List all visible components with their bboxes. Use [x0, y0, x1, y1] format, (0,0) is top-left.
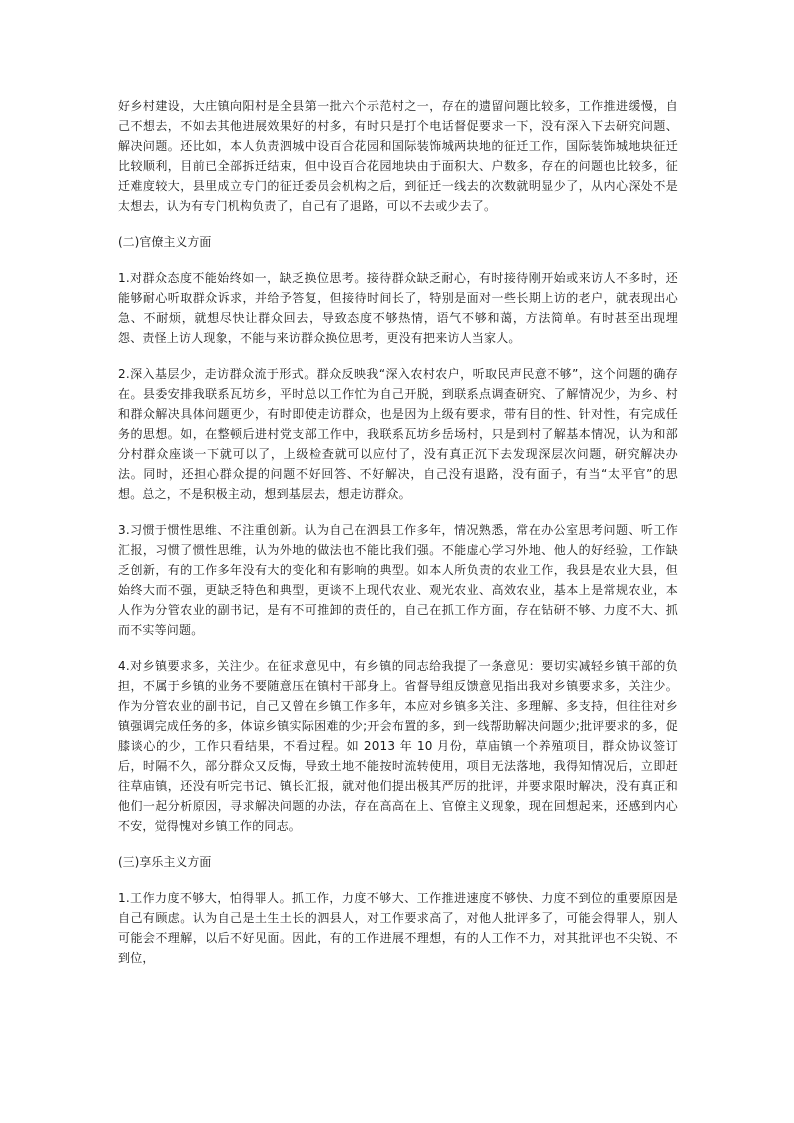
- spacer: [118, 216, 678, 232]
- paragraph-item-1-attitude: 1.对群众态度不能始终如一，缺乏换位思考。接待群众缺乏耐心，有时接待刚开始或来访人不多时，还能够耐心听取群众诉求，并给予答复，但接待时间长了，特别是面对一些长期上访的老户，就表现出心急、不耐烦，就想尽快让群众回去，导致态度不够热情，语气不够和蔼，方法简单。有时甚至出现埋怨、责怪上访人现象，不能与来访群众换位思考，更没有把来访人当家人。: [118, 271, 678, 345]
- paragraph-item-4-townships: 4.对乡镇要求多，关注少。在征求意见中，有乡镇的同志给我提了一条意见：要切实减轻乡镇干部的负担，不属于乡镇的业务不要随意压在镇村干部身上。省督导组反馈意见指出我对乡镇要求多，关注少。作为分管农业的副书记，自己又曾在乡镇工作多年，本应对乡镇多关注、多理解、多支持，但往往对乡镇强调完成任务的多，体谅乡镇实际困难的少;开会布置的多，到一线帮助解决问题少;批评要求的多，促膝谈心的少，工作只看结果，不看过程。如 2013 年 10 月份，草庙镇一个养殖项目，群众协议签订后，时隔不久，部分群众又反悔，导致土地不能按时流转使用，项目无法落地，我得知情况后，立即赶往草庙镇，还没有听完书记、镇长汇报，就对他们提出极其严厉的批评，并要求限时解决，没有真正和他们一起分析原因，寻求解决问题的办法，存在高高在上、官僚主义现象，现在回想起来，还感到内心不安，觉得愧对乡镇工作的同志。: [118, 659, 678, 833]
- paragraph-item-2-grassroots: 2.深入基层少，走访群众流于形式。群众反映我“深入农村农户，听取民声民意不够”，这个问题的确存在。县委安排我联系瓦坊乡，平时总以工作忙为自己开脱，到联系点调查研究、了解情况少，为乡、村和群众解决具体问题更少，有时即使走访群众，也是因为上级有要求，带有目的性、针对性，有完成任务的思想。如，在整顿后进村党支部工作中，我联系瓦坊乡岳场村，只是到村了解基本情况，认为和部分村群众座谈一下就可以了，上级检查就可以应付了，没有真正沉下去发现深层次问题，研究解决办法。同时，还担心群众提的问题不好回答、不好解决，自己没有退路，没有面子，有当“太平官”的思想。总之，不是积极主动，想到基层去，想走访群众。: [118, 367, 678, 501]
- document-page: [118, 96, 678, 968]
- spacer: [118, 872, 678, 888]
- paragraph-item-1-work-intensity: 1.工作力度不够大，怕得罪人。抓工作，力度不够大、工作推进速度不够快、力度不到位的重要原因是自己有顾虑。认为自己是土生土长的泗县人，对工作要求高了，对他人批评多了，可能会得罪人，别人可能会不理解，以后不好见面。因此，有的工作进展不理想，有的人工作不力，对其批评也不尖锐、不到位，: [118, 891, 678, 965]
- paragraph-item-3-innovation: 3.习惯于惯性思维、不注重创新。认为自己在泗县工作多年，情况熟悉，常在办公室思考问题、听工作汇报，习惯了惯性思维，认为外地的做法也不能比我们强。不能虚心学习外地、他人的好经验，工作缺乏创新，有的工作多年没有大的变化和有影响的典型。如本人所负责的农业工作，我县是农业大县，但始终大而不强，更缺乏特色和典型，更谈不上现代农业、观光农业、高效农业，基本上是常规农业，本人作为分管农业的副书记，是有不可推卸的责任的，自己在抓工作方面，存在钻研不够、力度不大、抓而不实等问题。: [118, 523, 678, 637]
- spacer: [118, 504, 678, 520]
- section-heading-bureaucracy: (二)官僚主义方面: [118, 235, 212, 249]
- spacer: [118, 348, 678, 364]
- spacer: [118, 252, 678, 268]
- spacer: [118, 640, 678, 656]
- spacer: [118, 836, 678, 852]
- section-heading-hedonism: (三)享乐主义方面: [118, 855, 212, 869]
- paragraph-village-construction: 好乡村建设，大庄镇向阳村是全县第一批六个示范村之一，存在的遗留问题比较多，工作推进缓慢，自己不想去，不如去其他进展效果好的村多，有时只是打个电话督促要求一下，没有深入下去研究问题、解决问题。还比如，本人负责泗城中设百合花园和国际装饰城两块地的征迁工作，国际装饰城地块征迁比较顺利，目前已全部拆迁结束，但中设百合花园地块由于面积大、户数多，存在的问题也比较多，征迁难度较大，县里成立专门的征迁委员会机构之后，到征迁一线去的次数就明显少了，从内心深处不是太想去，认为有专门机构负责了，自己有了退路，可以不去或少去了。: [118, 99, 678, 213]
